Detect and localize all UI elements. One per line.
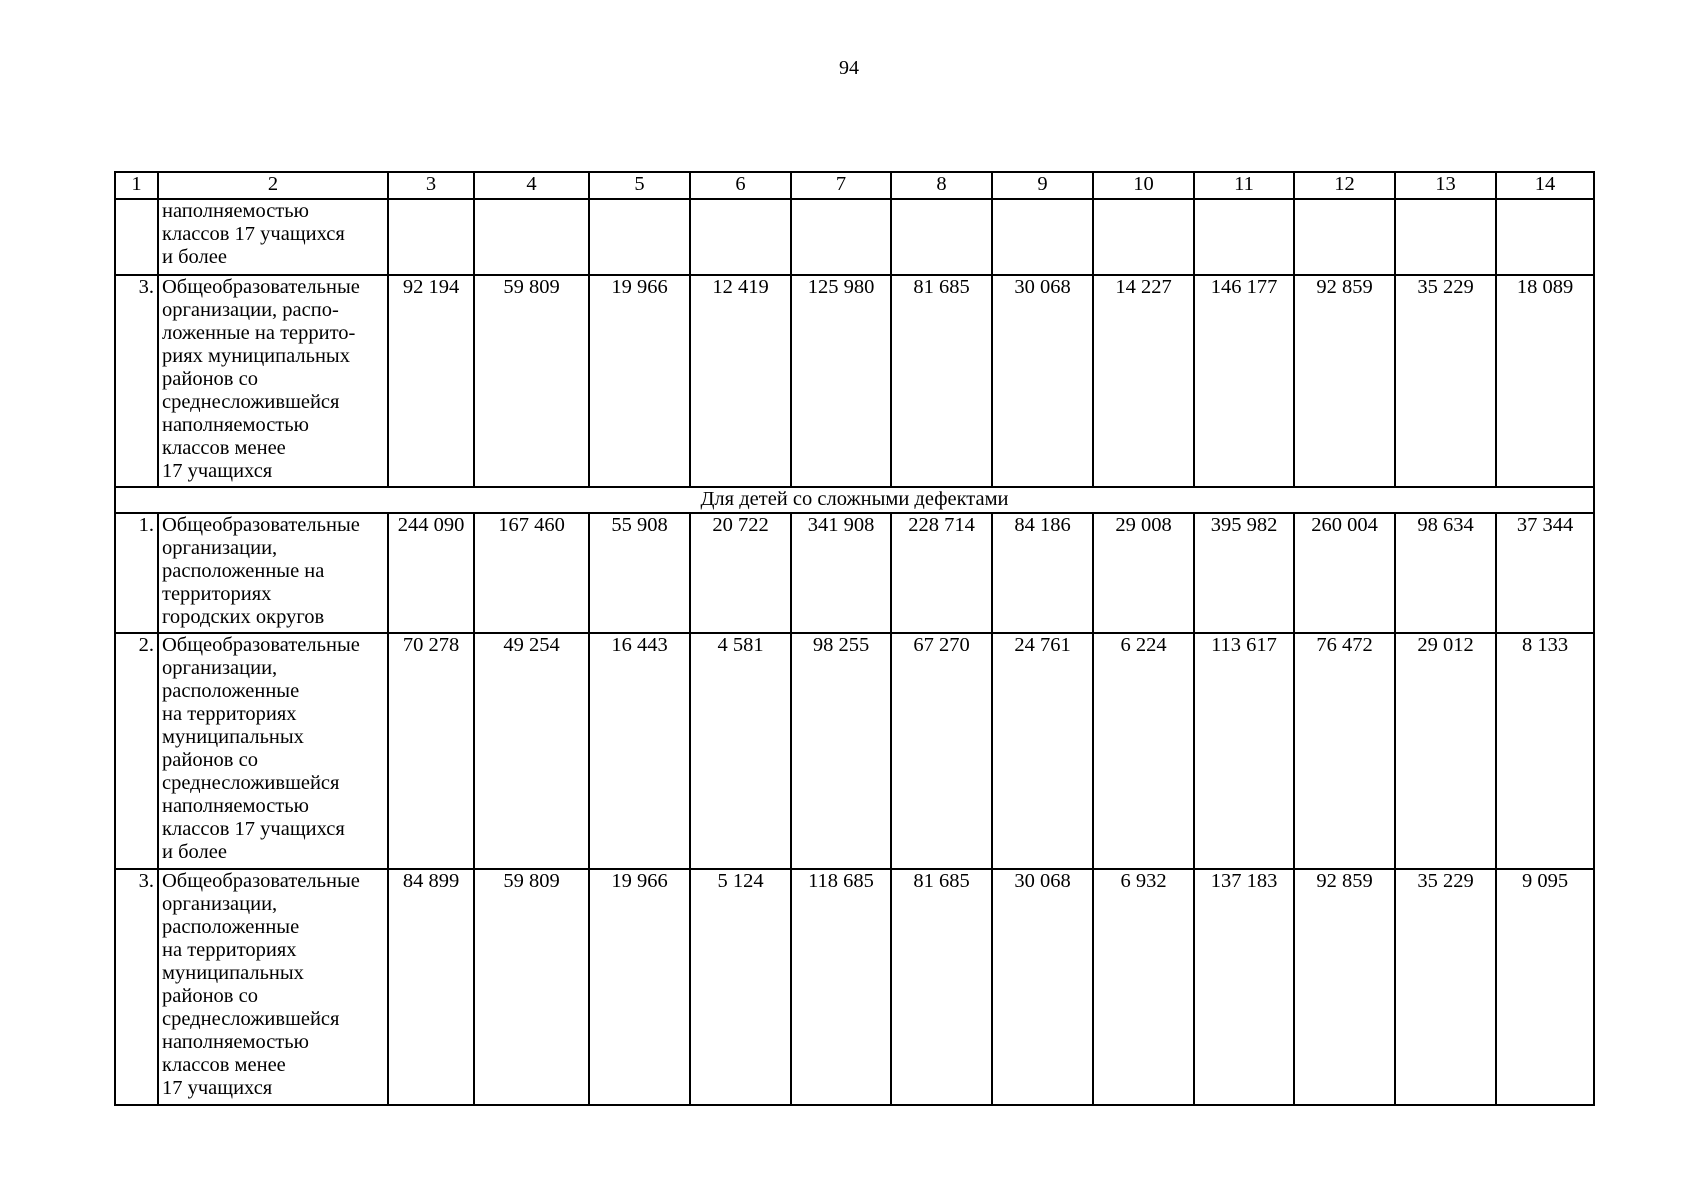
column-number: 8	[891, 172, 992, 199]
value-cell	[1395, 199, 1496, 275]
value-cell: 19 966	[589, 275, 690, 487]
value-cell: 30 068	[992, 869, 1093, 1105]
value-cell: 76 472	[1294, 633, 1395, 869]
column-number: 5	[589, 172, 690, 199]
value-cell: 29 008	[1093, 513, 1194, 633]
value-cell: 84 899	[388, 869, 474, 1105]
column-number: 1	[115, 172, 158, 199]
value-cell: 59 809	[474, 275, 589, 487]
value-cell	[1294, 199, 1395, 275]
column-number: 13	[1395, 172, 1496, 199]
value-cell: 6 224	[1093, 633, 1194, 869]
value-cell: 59 809	[474, 869, 589, 1105]
row-name: Общеобразовательные организации, расположенные на территориях городских округов	[158, 513, 388, 633]
value-cell	[791, 199, 891, 275]
value-cell	[388, 199, 474, 275]
value-cell: 49 254	[474, 633, 589, 869]
value-cell: 35 229	[1395, 275, 1496, 487]
value-cell	[1194, 199, 1294, 275]
value-cell	[474, 199, 589, 275]
value-cell: 92 859	[1294, 275, 1395, 487]
row-name: наполняемостью классов 17 учащихся и более	[158, 199, 388, 275]
value-cell: 84 186	[992, 513, 1093, 633]
table-row	[115, 513, 1594, 633]
row-number	[115, 199, 158, 275]
section-title: Для детей со сложными дефектами	[115, 487, 1594, 513]
value-cell: 29 012	[1395, 633, 1496, 869]
row-name: Общеобразовательные организации, расположенные на территориях муниципальных районов со среднесложившейся наполняемостью классов менее 17 учащихся	[158, 869, 388, 1105]
column-number-row	[115, 172, 1594, 199]
value-cell: 18 089	[1496, 275, 1594, 487]
row-number: 1.	[115, 513, 158, 633]
value-cell: 20 722	[690, 513, 791, 633]
value-cell: 167 460	[474, 513, 589, 633]
value-cell: 30 068	[992, 275, 1093, 487]
value-cell: 35 229	[1395, 869, 1496, 1105]
value-cell: 9 095	[1496, 869, 1594, 1105]
value-cell: 16 443	[589, 633, 690, 869]
table-row	[115, 199, 1594, 275]
value-cell: 113 617	[1194, 633, 1294, 869]
column-number: 2	[158, 172, 388, 199]
value-cell: 70 278	[388, 633, 474, 869]
value-cell: 4 581	[690, 633, 791, 869]
value-cell: 6 932	[1093, 869, 1194, 1105]
column-number: 3	[388, 172, 474, 199]
value-cell: 37 344	[1496, 513, 1594, 633]
value-cell: 118 685	[791, 869, 891, 1105]
row-name: Общеобразовательные организации, распо- ложенные на террито- риях муниципальных районов со среднесложившейся наполняемостью классов менее 17 учащихся	[158, 275, 388, 487]
value-cell: 81 685	[891, 869, 992, 1105]
value-cell: 341 908	[791, 513, 891, 633]
value-cell: 12 419	[690, 275, 791, 487]
value-cell: 19 966	[589, 869, 690, 1105]
value-cell	[891, 199, 992, 275]
page-number: 94	[839, 57, 859, 79]
value-cell: 98 634	[1395, 513, 1496, 633]
row-number: 2.	[115, 633, 158, 869]
value-cell: 260 004	[1294, 513, 1395, 633]
row-number: 3.	[115, 275, 158, 487]
value-cell: 228 714	[891, 513, 992, 633]
value-cell: 14 227	[1093, 275, 1194, 487]
value-cell: 244 090	[388, 513, 474, 633]
value-cell: 5 124	[690, 869, 791, 1105]
value-cell	[1496, 199, 1594, 275]
column-number: 4	[474, 172, 589, 199]
value-cell: 395 982	[1194, 513, 1294, 633]
column-number: 14	[1496, 172, 1594, 199]
value-cell: 146 177	[1194, 275, 1294, 487]
column-number: 10	[1093, 172, 1194, 199]
column-number: 11	[1194, 172, 1294, 199]
value-cell: 81 685	[891, 275, 992, 487]
value-cell: 24 761	[992, 633, 1093, 869]
value-cell: 67 270	[891, 633, 992, 869]
data-table	[114, 171, 1595, 1106]
column-number: 9	[992, 172, 1093, 199]
value-cell	[589, 199, 690, 275]
section-row	[115, 487, 1594, 513]
value-cell: 92 859	[1294, 869, 1395, 1105]
value-cell: 92 194	[388, 275, 474, 487]
value-cell: 125 980	[791, 275, 891, 487]
value-cell: 137 183	[1194, 869, 1294, 1105]
value-cell: 8 133	[1496, 633, 1594, 869]
row-number: 3.	[115, 869, 158, 1105]
column-number: 6	[690, 172, 791, 199]
value-cell	[992, 199, 1093, 275]
table-row	[115, 869, 1594, 1105]
value-cell	[690, 199, 791, 275]
column-number: 7	[791, 172, 891, 199]
value-cell: 55 908	[589, 513, 690, 633]
table-row	[115, 633, 1594, 869]
row-name: Общеобразовательные организации, расположенные на территориях муниципальных районов со среднесложившейся наполняемостью классов 17 учащихся и более	[158, 633, 388, 869]
value-cell: 98 255	[791, 633, 891, 869]
table-row	[115, 275, 1594, 487]
column-number: 12	[1294, 172, 1395, 199]
value-cell	[1093, 199, 1194, 275]
